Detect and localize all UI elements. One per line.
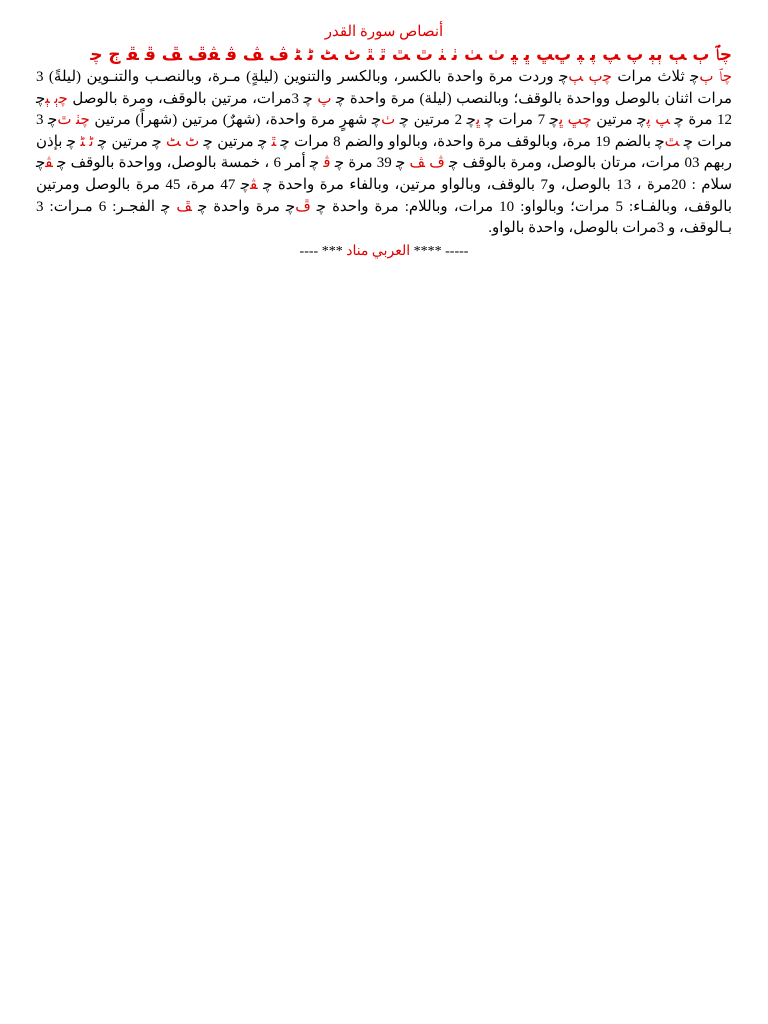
count-text: ﭼ 12 مرة ﭼ: [36, 90, 733, 129]
quran-word: ﭼﭛ ﭜ: [558, 112, 592, 129]
count-text: ﭼ 3 مرات ﭼ: [36, 112, 732, 150]
document: [36, 22, 732, 262]
page-title: أنصاص سورة القدر: [324, 24, 444, 40]
quran-word: ﭭ: [45, 155, 53, 172]
body-paragraph: [36, 67, 732, 240]
count-text: ﭼ شهرٍ مرة واحدة، (شهرٌ) مرتين (شهراً) مرتين: [89, 112, 382, 129]
count-text: ﭼ بإذن ربهم 03 مرات، مرتان بالوصل، ومرة بالوقف ﭼ: [36, 133, 732, 172]
quran-word: ﭦ ﭧ: [165, 133, 200, 150]
count-text: ﭼ 2 مرتين ﭼ: [395, 112, 476, 129]
quran-word: ﭞ: [381, 112, 396, 129]
count-text: ﭼ الفجـر: 6 مـرات: 3 بـالوقف، و 3مرات بالوصل، واحدة بالواو.: [36, 198, 732, 237]
verse-line: ﭼﭑ ﭒ ﭓ ﭔﭕ ﭖ ﭗ ﭘ ﭙ ﭚﭛ ﭜ ﭝ ﭞ ﭟ ﭠ ﭡ ﭢ ﭣ ﭤ ﭥ ﭦ ﭧ ﭨ ﭩ ﭪ ﭫ ﭬ ﭭﭮ ﭯ ﭰ ﭱ ﭲ ﭼ: [90, 45, 732, 65]
author-name: العربي مناد: [346, 243, 411, 259]
quran-word: ﭜ: [475, 112, 481, 129]
quran-word: ﭬ: [323, 155, 331, 172]
count-text: ﭼ مرتين ﭼ: [93, 133, 166, 150]
quran-word: ﭖ: [317, 90, 332, 107]
count-text: ﭼ 47 مرة، 45 مرة بالوصل ومرتين بالوقف، وبالفـاء: 5 مرات؛ وبالواو: 10 مرات، وباللام: مرة واحدة ﭼ: [36, 176, 733, 215]
count-text: ﭼ سلام : 20مرة ، 13 بالوصل، و7 بالوقف، وبالواو مرتين، وبالفاء مرة واحدة ﭼ: [36, 155, 733, 193]
quran-word: ﭭ: [250, 176, 258, 193]
count-text: ﭼ 7 مرات ﭼ: [480, 112, 559, 129]
quran-word: ﭥ: [271, 133, 277, 150]
quran-word: ﭼﭔ ﭕ: [45, 90, 68, 107]
quran-word: ﭨ ﭩ: [80, 133, 94, 150]
count-text: ﭼ ثلاث مرات: [611, 69, 700, 85]
quran-word: ﭼﭑ ﭒ: [699, 69, 733, 85]
footer-right: *** ----: [299, 243, 343, 259]
quran-word: ﭼﭡ ﭢ: [57, 112, 90, 129]
footer-left: ----- ****: [413, 243, 469, 259]
count-text: ﭼ بالضم 19 مرة، وبالوقف مرة واحدة، وبالواو والضم 8 مرات ﭼ: [276, 133, 665, 150]
count-text: ﭼ وردت مرة واحدة بالكسر، وبالكسر والتنوين (ليلةٍ) مـرة، وبالنصـب والتنـوين (ليلةً) 3 مرات اثنان بالوصل وواحدة بالوقف؛ وبالنصب (ليلة) مرة واحدة ﭼ: [36, 69, 732, 107]
count-text: ﭼ مرتين: [591, 112, 647, 129]
quran-word: ﭮ: [295, 198, 311, 215]
count-text: ﭼ 3مرات، مرتين بالوقف، ومرة بالوصل: [67, 90, 318, 107]
quran-word: ﭗ ﭘ: [646, 112, 670, 129]
quran-word: ﭯ: [176, 198, 192, 215]
footer: [36, 242, 732, 262]
count-text: ﭼ مرتين ﭼ: [199, 133, 272, 150]
count-text: ﭼ أمر 6 ، خمسة بالوصل، وواحدة بالوقف ﭼ: [52, 155, 324, 172]
count-text: ﭼ مرة واحدة ﭼ: [191, 198, 296, 215]
count-text: ﭼ 39 مرة ﭼ: [330, 155, 410, 172]
quran-word: ﭣ: [664, 133, 680, 150]
quran-word: ﭪ ﭫ: [409, 155, 445, 172]
quran-word: ﭼﭒ ﭓ: [568, 69, 612, 85]
